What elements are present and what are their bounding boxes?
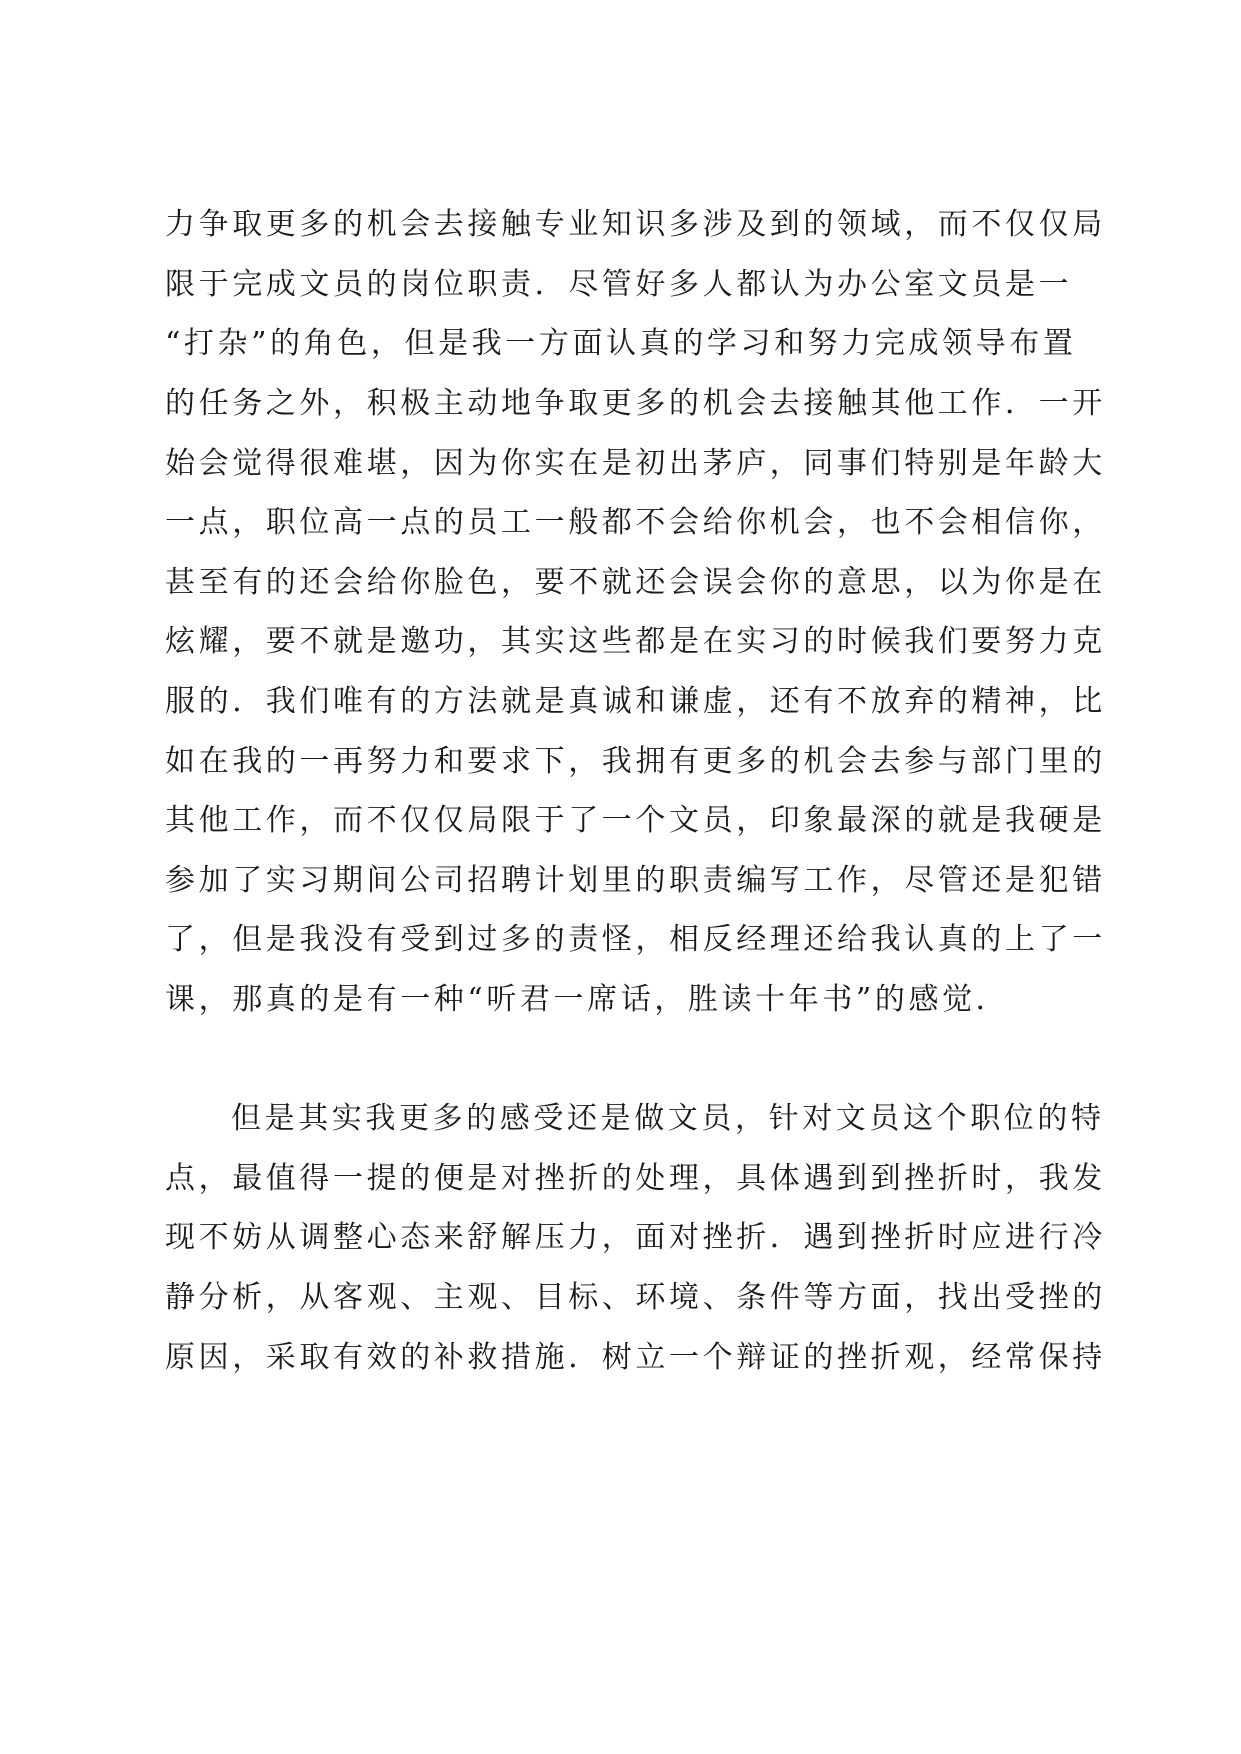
paragraph-1-line-9: 服的．我们唯有的方法就是真诚和谦虚，还有不放弃的精神，比: [165, 684, 1106, 719]
paragraph-1-line-3: “打杂”的角色，但是我一方面认真的学习和努力完成领导布置: [165, 326, 1077, 361]
paragraph-2-line-4: 静分析，从客观、主观、目标、环境、条件等方面，找出受挫的: [165, 1280, 1106, 1315]
paragraph-1-line-2: 限于完成文员的岗位职责．尽管好多人都认为办公室文员是一: [165, 267, 1073, 302]
paragraph-2-line-2: 点，最值得一提的便是对挫折的处理，具体遇到到挫折时，我发: [165, 1161, 1106, 1196]
paragraph-1-line-5: 始会觉得很难堪，因为你实在是初出茅庐，同事们特别是年龄大: [165, 446, 1106, 481]
paragraph-1-line-13: 了，但是我没有受到过多的责怪，相反经理还给我认真的上了一: [165, 922, 1106, 957]
paragraph-2-line-5: 原因，采取有效的补救措施．树立一个辩证的挫折观，经常保持: [165, 1340, 1106, 1375]
paragraph-1-line-4: 的任务之外，积极主动地争取更多的机会去接触其他工作．一开: [165, 386, 1106, 421]
paragraph-1-line-8: 炫耀，要不就是邀功，其实这些都是在实习的时候我们要努力克: [165, 624, 1106, 659]
paragraph-1-line-7: 甚至有的还会给你脸色，要不就还会误会你的意思，以为你是在: [165, 565, 1106, 600]
paragraph-1-line-12: 参加了实习期间公司招聘计划里的职责编写工作，尽管还是犯错: [165, 863, 1106, 898]
paragraph-1-line-11: 其他工作，而不仅仅局限于了一个文员，印象最深的就是我硬是: [165, 803, 1106, 838]
paragraph-1-line-14: 课，那真的是有一种“听君一席话，胜读十年书”的感觉．: [165, 982, 1010, 1017]
paragraph-1-line-1: 力争取更多的机会去接触专业知识多涉及到的领域，而不仅仅局: [165, 207, 1106, 242]
paragraph-1-line-10: 如在我的一再努力和要求下，我拥有更多的机会去参与部门里的: [165, 744, 1106, 779]
paragraph-2-line-3: 现不妨从调整心态来舒解压力，面对挫折．遇到挫折时应进行冷: [165, 1220, 1106, 1255]
paragraph-2-line-1: 但是其实我更多的感受还是做文员，针对文员这个职位的特: [231, 1101, 1105, 1136]
paragraph-1-line-6: 一点，职位高一点的员工一般都不会给你机会，也不会相信你，: [165, 505, 1106, 540]
